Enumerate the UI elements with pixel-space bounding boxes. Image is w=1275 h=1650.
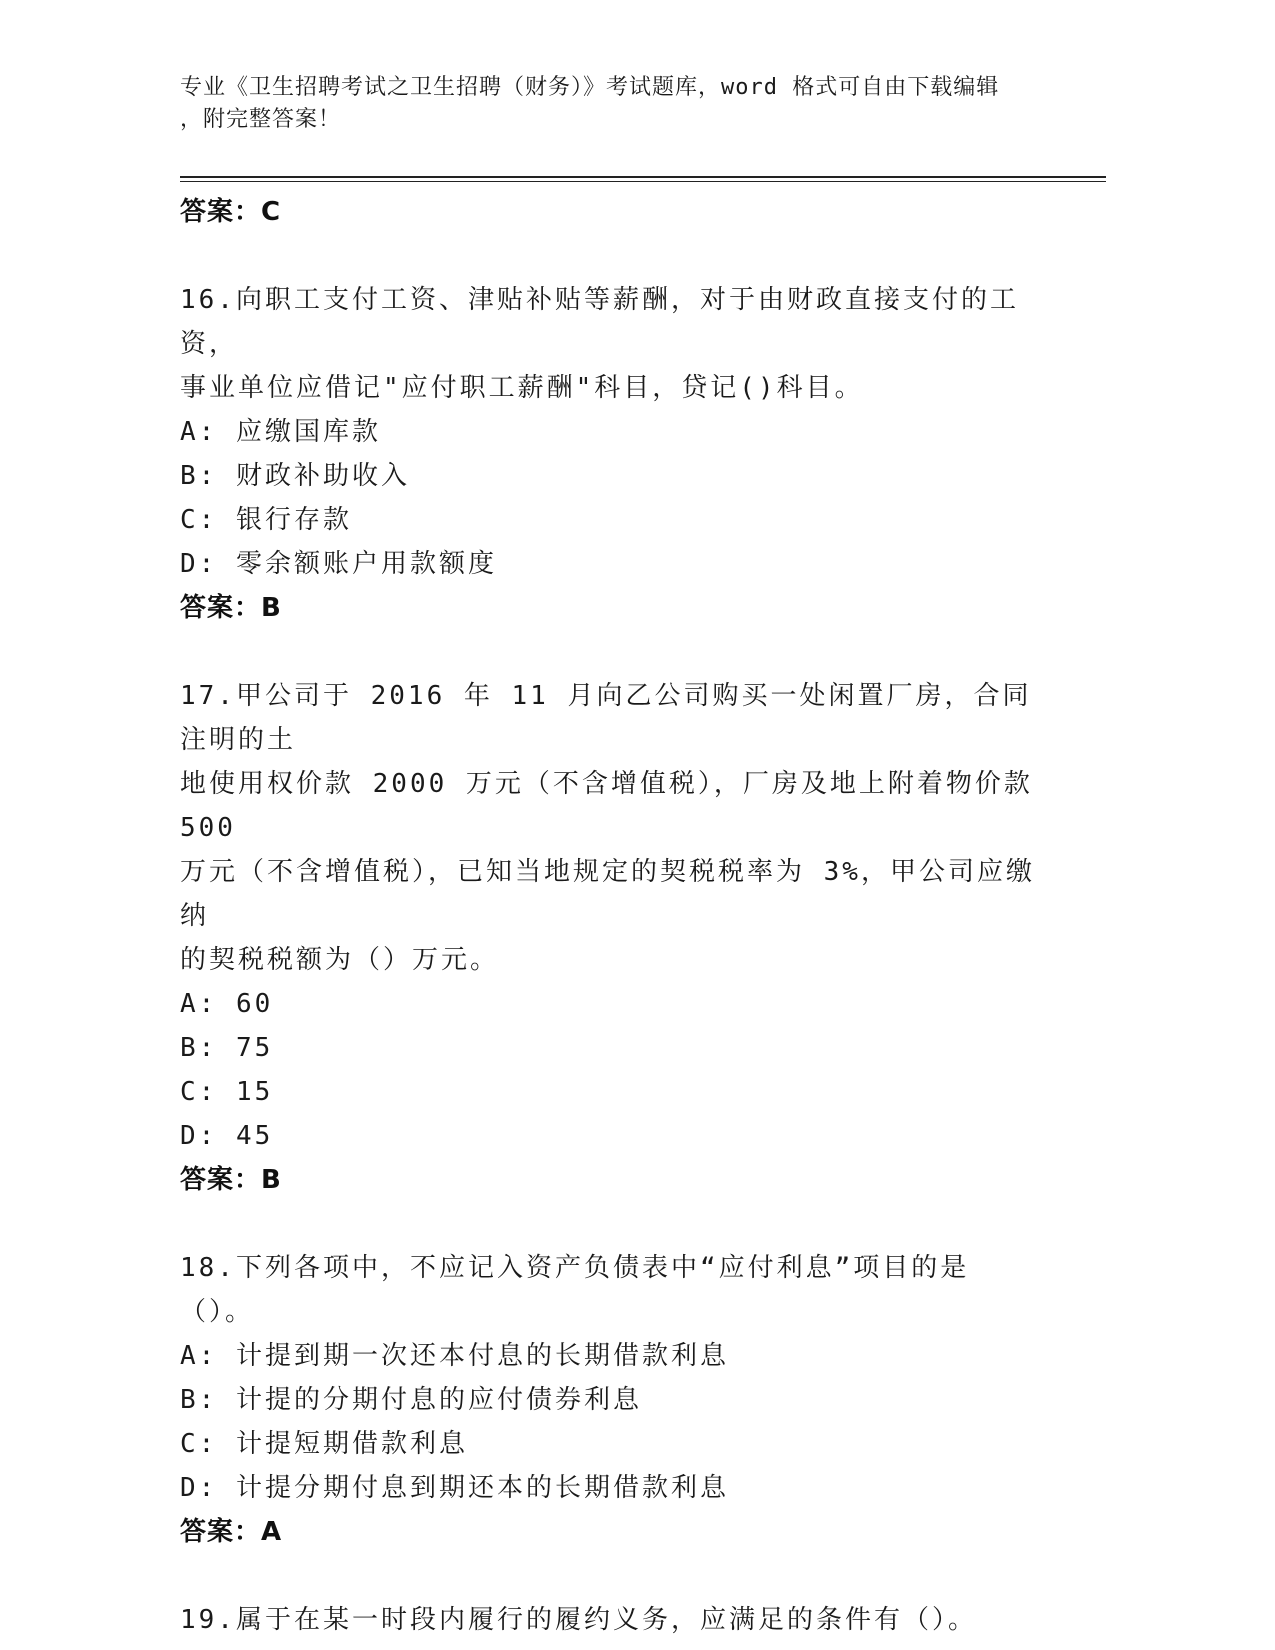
option-c: C: 15: [180, 1077, 274, 1107]
option-b: B: 计提的分期付息的应付债券利息: [180, 1385, 642, 1415]
header-line-1: 专业《卫生招聘考试之卫生招聘（财务）》考试题库，word 格式可自由下载编辑: [180, 75, 1000, 100]
answer: 答案：B: [180, 593, 282, 623]
stem-line: 19.属于在某一时段内履行的履约义务，应满足的条件有（）。: [180, 1605, 977, 1635]
question-16: [180, 278, 1040, 630]
stem-line: 18.下列各项中，不应记入资产负债表中“应付利息”项目的是（）。: [180, 1253, 970, 1327]
question-stem: [180, 278, 1040, 410]
option-b: B: 75: [180, 1033, 274, 1063]
question-list: [180, 190, 1052, 1642]
stem-line: 17.甲公司于 2016 年 11 月向乙公司购买一处闲置厂房，合同注明的土: [180, 681, 1032, 755]
option-a: A: 60: [180, 989, 274, 1019]
page-header: [180, 72, 1040, 136]
header-line-2: ，附完整答案！: [180, 107, 342, 132]
stem-line: 事业单位应借记"应付职工薪酬"科目，贷记()科目。: [180, 373, 864, 403]
question-19: [180, 1598, 1040, 1642]
option-d: D: 计提分期付息到期还本的长期借款利息: [180, 1473, 729, 1503]
question-stem: [180, 1246, 1040, 1334]
answer: 答案：A: [180, 1517, 283, 1547]
option-c: C: 计提短期借款利息: [180, 1429, 468, 1459]
option-a: A: 计提到期一次还本付息的长期借款利息: [180, 1341, 729, 1371]
header-divider-thin: [180, 181, 1106, 182]
stem-line: 的契税税额为（）万元。: [180, 945, 500, 975]
option-d: D: 零余额账户用款额度: [180, 549, 497, 579]
header-divider-thick: [180, 176, 1106, 178]
option-a: A: 应缴国库款: [180, 417, 381, 447]
stem-line: 万元（不含增值税），已知当地规定的契税税率为 3%，甲公司应缴纳: [180, 857, 1035, 931]
stem-line: 16.向职工支付工资、津贴补贴等薪酬，对于由财政直接支付的工资，: [180, 285, 1019, 359]
question-stem: [180, 1598, 1040, 1642]
previous-answer: 答案：C: [180, 197, 282, 227]
answer: 答案：B: [180, 1165, 282, 1195]
question-17: [180, 674, 1052, 1202]
option-d: D: 45: [180, 1121, 274, 1151]
question-stem: [180, 674, 1052, 982]
question-18: [180, 1246, 1040, 1554]
option-b: B: 财政补助收入: [180, 461, 410, 491]
option-c: C: 银行存款: [180, 505, 352, 535]
stem-line: 地使用权价款 2000 万元（不含增值税），厂房及地上附着物价款 500: [180, 769, 1052, 843]
